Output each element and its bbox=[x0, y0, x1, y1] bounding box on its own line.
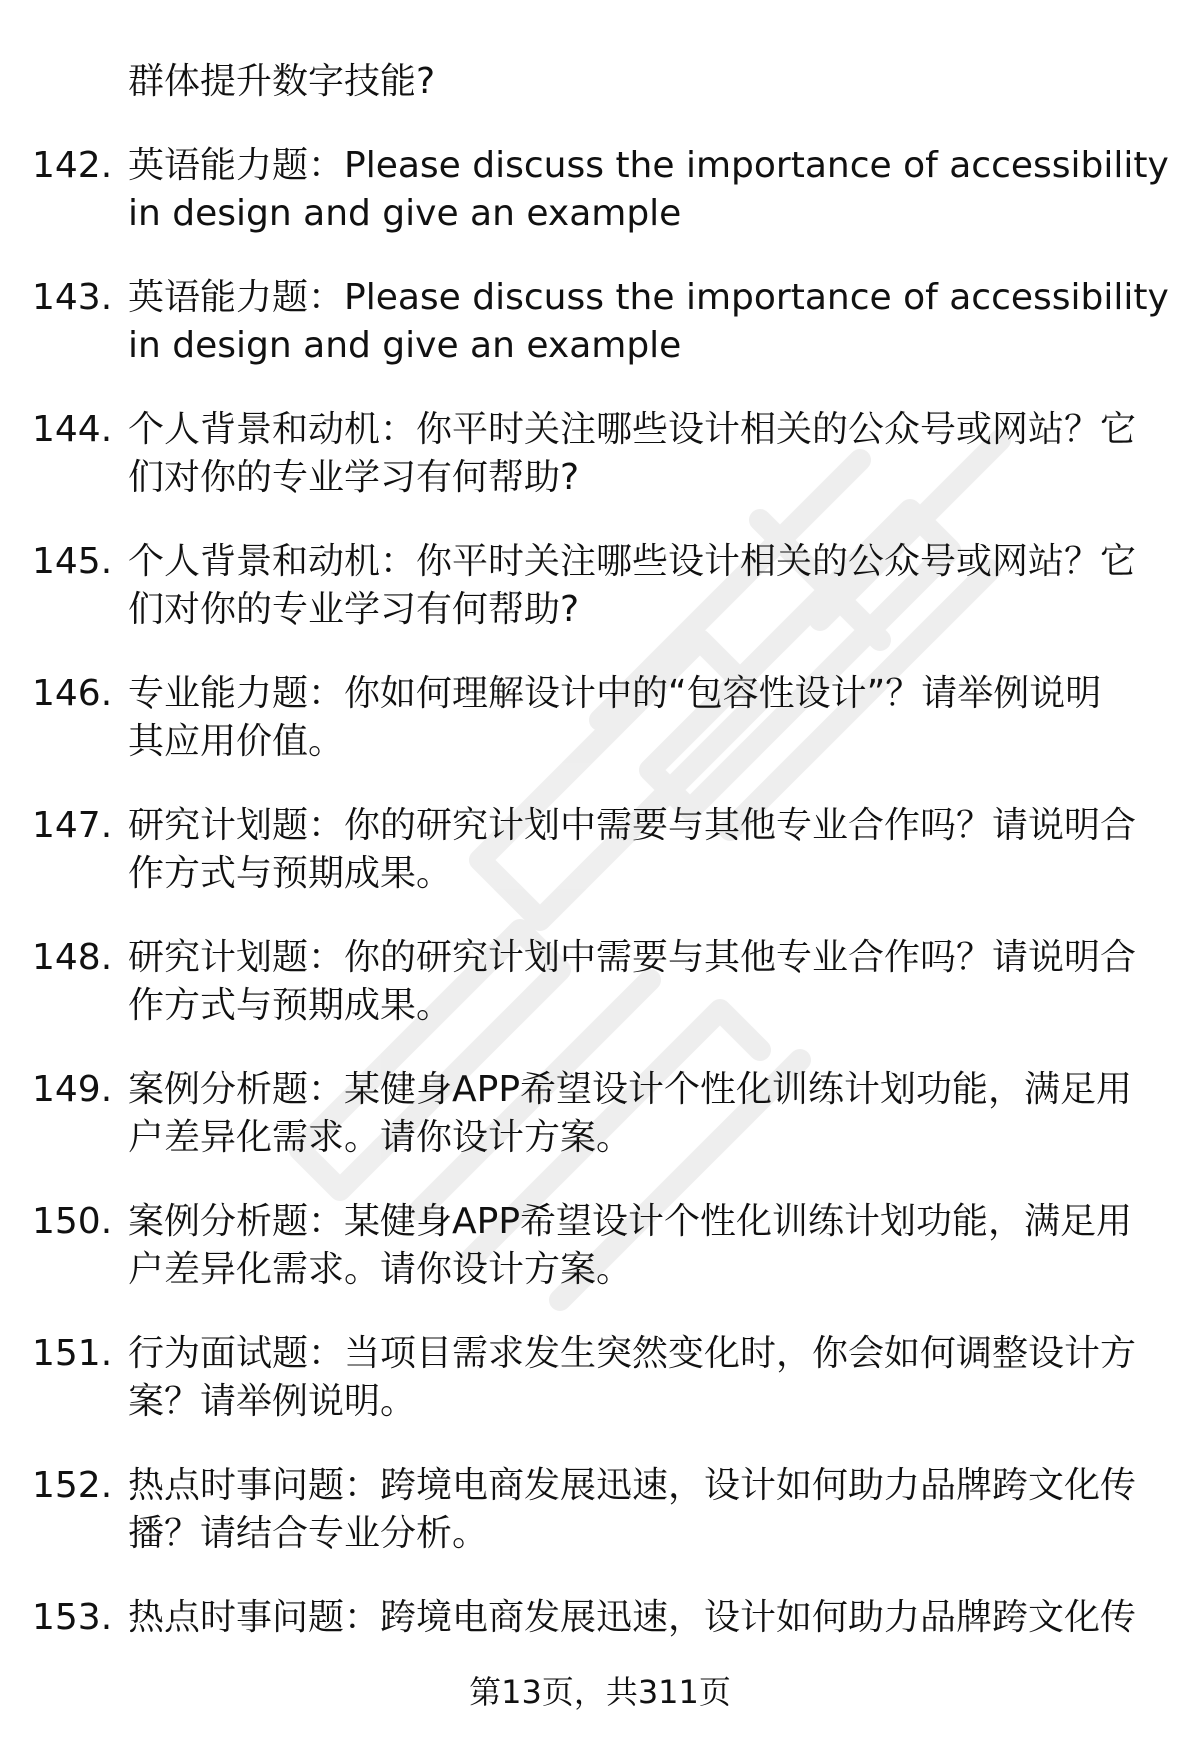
question-item bbox=[0, 1066, 1200, 1198]
question-number: 142. bbox=[32, 145, 113, 186]
question-text-line: in design and give an example bbox=[128, 325, 682, 366]
question-text-line: 们对你的专业学习有何帮助? bbox=[128, 589, 580, 630]
question-item bbox=[0, 406, 1200, 538]
question-number: 149. bbox=[32, 1069, 113, 1110]
question-list bbox=[0, 142, 1200, 1726]
question-item bbox=[0, 538, 1200, 670]
question-number: 146. bbox=[32, 673, 113, 714]
question-item bbox=[0, 670, 1200, 802]
question-text-line: in design and give an example bbox=[128, 193, 682, 234]
question-number: 143. bbox=[32, 277, 113, 318]
question-text-line: 行为面试题：当项目需求发生突然变化时，你会如何调整设计方 bbox=[128, 1333, 1137, 1374]
question-text-line: 英语能力题：Please discuss the importance of accessibility bbox=[128, 145, 1169, 186]
question-item bbox=[0, 934, 1200, 1066]
continued-question-text: 群体提升数字技能? bbox=[128, 61, 436, 102]
question-item bbox=[0, 142, 1200, 274]
question-text-line: 们对你的专业学习有何帮助? bbox=[128, 457, 580, 498]
question-text-line: 专业能力题：你如何理解设计中的“包容性设计”？请举例说明 bbox=[128, 673, 1102, 714]
question-text-line: 作方式与预期成果。 bbox=[128, 985, 453, 1026]
question-number: 144. bbox=[32, 409, 113, 450]
question-text-line: 案例分析题：某健身APP希望设计个性化训练计划功能，满足用 bbox=[128, 1201, 1133, 1242]
question-text-line: 个人背景和动机：你平时关注哪些设计相关的公众号或网站？它 bbox=[128, 541, 1137, 582]
question-number: 151. bbox=[32, 1333, 113, 1374]
question-text-line: 研究计划题：你的研究计划中需要与其他专业合作吗？请说明合 bbox=[128, 937, 1137, 978]
question-text-line: 户差异化需求。请你设计方案。 bbox=[128, 1249, 633, 1290]
page-number-footer: 第13页，共311页 bbox=[469, 1673, 731, 1711]
question-number: 147. bbox=[32, 805, 113, 846]
question-number: 153. bbox=[32, 1597, 113, 1638]
question-text-line: 个人背景和动机：你平时关注哪些设计相关的公众号或网站？它 bbox=[128, 409, 1137, 450]
question-text-line: 作方式与预期成果。 bbox=[128, 853, 453, 894]
question-number: 150. bbox=[32, 1201, 113, 1242]
question-text-line: 案？请举例说明。 bbox=[128, 1381, 417, 1422]
question-number: 152. bbox=[32, 1465, 113, 1506]
question-text-line: 播？请结合专业分析。 bbox=[128, 1513, 489, 1554]
question-text-line: 其应用价值。 bbox=[128, 721, 345, 762]
question-number: 145. bbox=[32, 541, 113, 582]
question-item bbox=[0, 1198, 1200, 1330]
question-text-line: 热点时事问题：跨境电商发展迅速，设计如何助力品牌跨文化传 bbox=[128, 1465, 1137, 1506]
question-text-line: 热点时事问题：跨境电商发展迅速，设计如何助力品牌跨文化传 bbox=[128, 1597, 1137, 1638]
question-text-line: 户差异化需求。请你设计方案。 bbox=[128, 1117, 633, 1158]
question-text-line: 研究计划题：你的研究计划中需要与其他专业合作吗？请说明合 bbox=[128, 805, 1137, 846]
question-item bbox=[0, 1330, 1200, 1462]
question-number: 148. bbox=[32, 937, 113, 978]
question-item bbox=[0, 802, 1200, 934]
question-text-line: 英语能力题：Please discuss the importance of accessibility bbox=[128, 277, 1169, 318]
question-text-line: 案例分析题：某健身APP希望设计个性化训练计划功能，满足用 bbox=[128, 1069, 1133, 1110]
question-item bbox=[0, 1462, 1200, 1594]
question-item bbox=[0, 274, 1200, 406]
